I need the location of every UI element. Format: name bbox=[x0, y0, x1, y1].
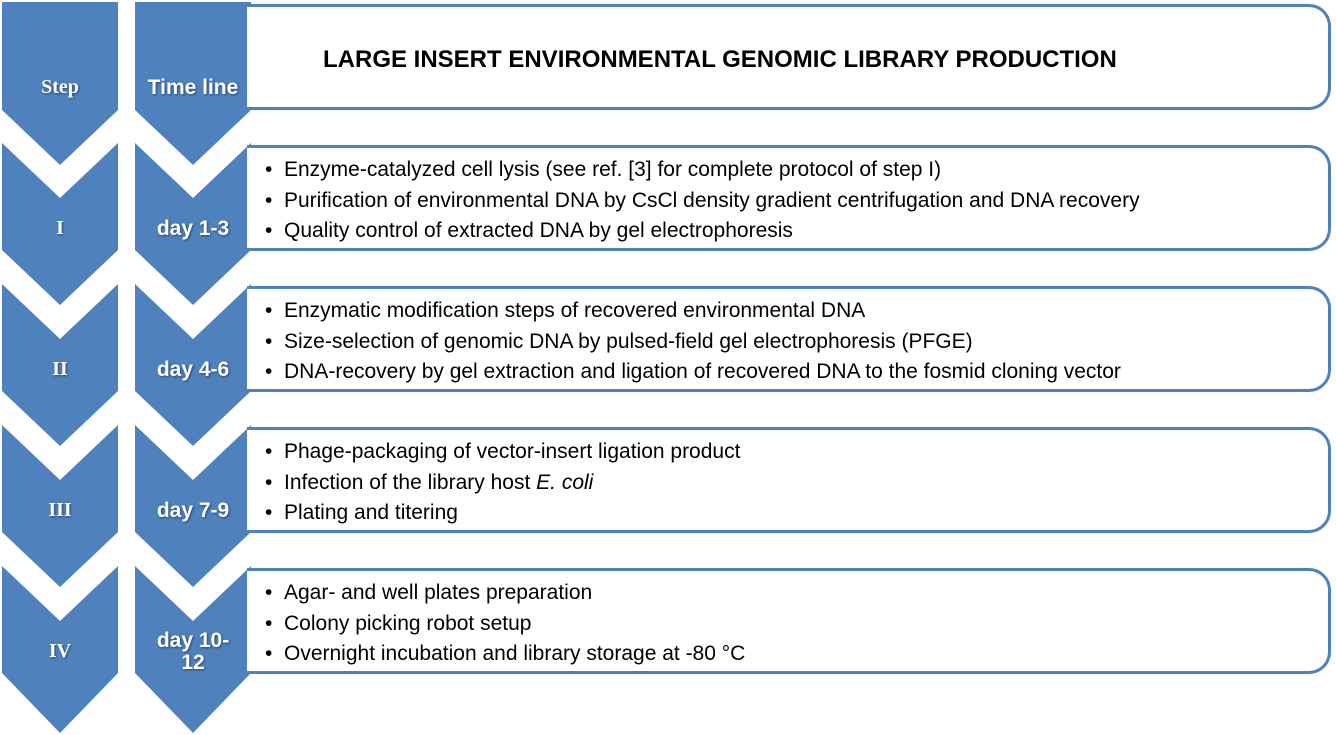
step-2-panel bbox=[247, 286, 1331, 392]
day-label-4-line2: 12 bbox=[181, 651, 205, 674]
bullet-icon: • bbox=[265, 299, 273, 322]
list-item bbox=[265, 639, 745, 670]
day-label-2: day 4-6 bbox=[156, 358, 230, 381]
bullet-icon: • bbox=[265, 219, 273, 242]
list-item bbox=[265, 296, 1121, 327]
list-item bbox=[265, 327, 1121, 358]
day-label-3: day 7-9 bbox=[156, 499, 230, 522]
day-label-4 bbox=[135, 630, 251, 674]
list-item bbox=[265, 578, 745, 609]
list-item bbox=[265, 468, 740, 499]
list-item bbox=[265, 357, 1121, 388]
bullet-icon: • bbox=[265, 440, 273, 463]
list-item bbox=[265, 216, 1140, 247]
list-item-text: Colony picking robot setup bbox=[284, 611, 532, 635]
day-label-4-line1: day 10- bbox=[156, 629, 230, 652]
bullet-icon: • bbox=[265, 581, 273, 604]
step-1-panel bbox=[247, 145, 1331, 251]
step-label-1: I bbox=[56, 217, 64, 239]
bullet-icon: • bbox=[265, 470, 273, 494]
list-item bbox=[265, 437, 740, 468]
list-item-text: DNA-recovery by gel extraction and ligation of recovered DNA to the fosmid cloning vector bbox=[284, 360, 1121, 383]
step-label-4: IV bbox=[48, 640, 72, 662]
step-header-label: Step bbox=[41, 76, 79, 98]
bullet-icon: • bbox=[265, 642, 273, 665]
list-item-text: Plating and titering bbox=[284, 501, 458, 524]
bullet-icon: • bbox=[265, 360, 273, 383]
step-3-panel bbox=[247, 427, 1331, 533]
bullet-icon: • bbox=[265, 158, 273, 181]
step-2-list bbox=[265, 296, 1121, 388]
list-item-text: Enzymatic modification steps of recovered environmental DNA bbox=[284, 299, 866, 322]
host-organism: E. coli bbox=[536, 470, 594, 494]
list-item-text: Infection of the library host bbox=[284, 470, 537, 494]
timeline-header-label: Time line bbox=[147, 76, 239, 99]
bullet-icon: • bbox=[265, 611, 273, 635]
list-item-text: Purification of environmental DNA by CsCl density gradient centrifugation and DNA recovery bbox=[284, 188, 1140, 212]
list-item bbox=[265, 155, 1140, 186]
step-1-list bbox=[265, 155, 1140, 247]
bullet-icon: • bbox=[265, 501, 273, 524]
list-item-text: Quality control of extracted DNA by gel electrophoresis bbox=[284, 219, 793, 242]
step-4-list bbox=[265, 578, 745, 670]
list-item bbox=[265, 186, 1140, 217]
list-item-text: Size-selection of genomic DNA by pulsed-field gel electrophoresis (PFGE) bbox=[284, 329, 973, 353]
title-panel bbox=[247, 4, 1331, 110]
step-4-panel bbox=[247, 568, 1331, 674]
list-item bbox=[265, 609, 745, 640]
day-label-1: day 1-3 bbox=[156, 217, 230, 240]
list-item-text: Phage-packaging of vector-insert ligation product bbox=[284, 440, 741, 463]
list-item-text: Agar- and well plates preparation bbox=[284, 581, 593, 604]
step-label-2: II bbox=[52, 358, 68, 380]
bullet-icon: • bbox=[265, 329, 273, 353]
bullet-icon: • bbox=[265, 188, 273, 212]
step-3-list bbox=[265, 437, 740, 529]
page-title: LARGE INSERT ENVIRONMENTAL GENOMIC LIBRARY PRODUCTION bbox=[323, 46, 1117, 73]
list-item-text: Enzyme-catalyzed cell lysis (see ref. [3] for complete protocol of step I) bbox=[284, 158, 942, 181]
list-item-text: Overnight incubation and library storage at -80 °C bbox=[284, 642, 746, 665]
step-label-3: III bbox=[48, 499, 72, 521]
list-item bbox=[265, 498, 740, 529]
